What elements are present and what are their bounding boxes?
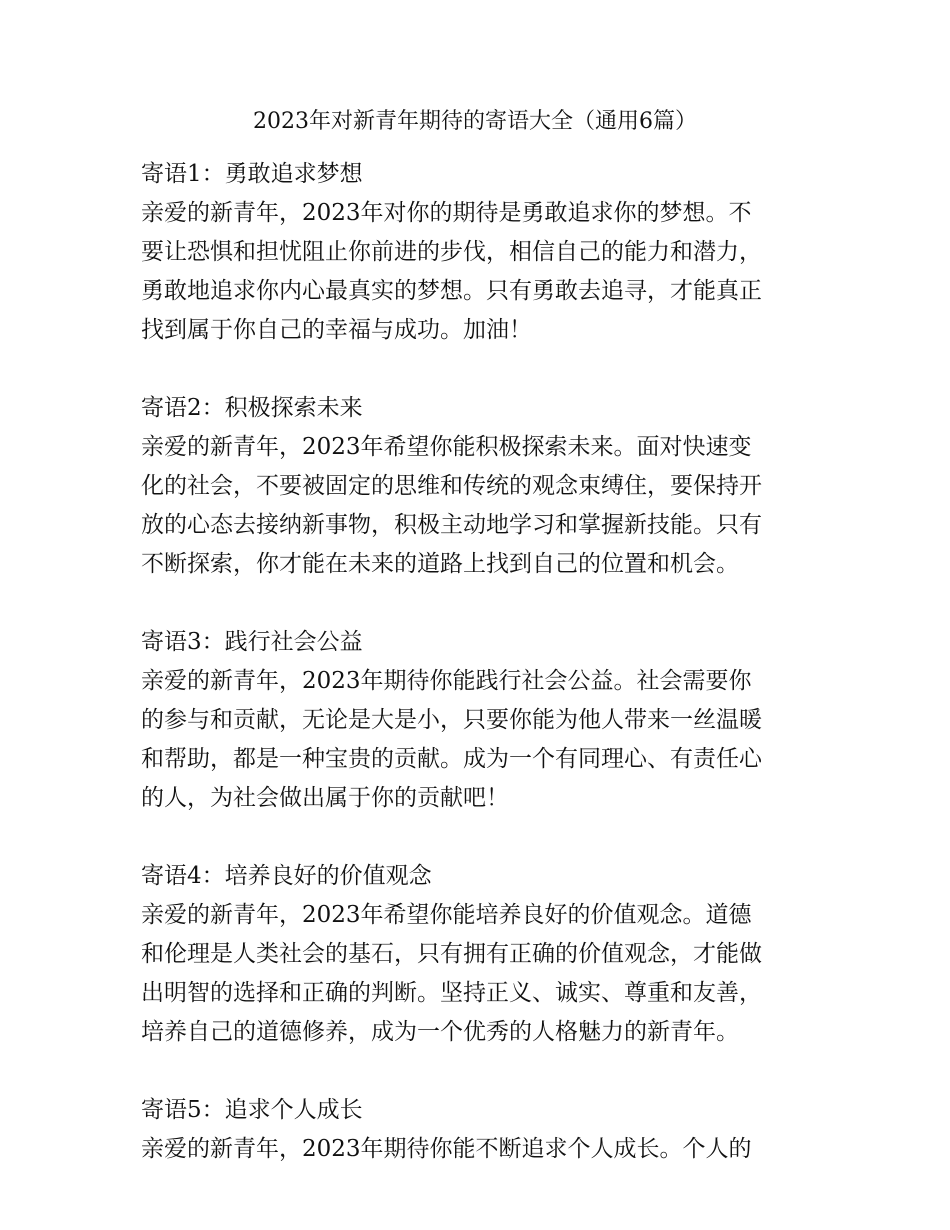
paragraph-line: 不断探索，你才能在未来的道路上找到自己的位置和机会。 (141, 551, 739, 577)
section-paragraph (141, 1130, 813, 1169)
section-heading: 寄语3：践行社会公益 (141, 629, 363, 655)
paragraph-line: 出明智的选择和正确的判断。坚持正义、诚实、尊重和友善， (141, 980, 762, 1006)
section-3 (141, 623, 813, 818)
section-4 (141, 857, 813, 1052)
section-1 (141, 155, 813, 350)
paragraph-line: 化的社会，不要被固定的思维和传统的观念束缚住，要保持开 (141, 473, 762, 499)
paragraph-line: 的人，为社会做出属于你的贡献吧！ (141, 785, 509, 811)
paragraph-line: 放的心态去接纳新事物，积极主动地学习和掌握新技能。只有 (141, 512, 762, 538)
document-body (141, 155, 813, 1169)
section-paragraph (141, 896, 813, 1052)
paragraph-line: 亲爱的新青年，2023年希望你能培养良好的价值观念。道德 (141, 902, 752, 928)
section-heading: 寄语1：勇敢追求梦想 (141, 161, 363, 187)
section-heading: 寄语5：追求个人成长 (141, 1097, 363, 1123)
section-paragraph (141, 662, 813, 818)
section-2 (141, 389, 813, 584)
paragraph-line: 亲爱的新青年，2023年期待你能践行社会公益。社会需要你 (141, 668, 752, 694)
document-title: 2023年对新青年期待的寄语大全（通用6篇） (253, 109, 697, 134)
section-heading: 寄语4：培养良好的价值观念 (141, 863, 432, 889)
paragraph-line: 亲爱的新青年，2023年期待你能不断追求个人成长。个人的 (141, 1136, 752, 1162)
paragraph-line: 找到属于你自己的幸福与成功。加油！ (141, 317, 532, 343)
paragraph-line: 的参与和贡献，无论是大是小，只要你能为他人带来一丝温暖 (141, 707, 762, 733)
section-heading: 寄语2：积极探索未来 (141, 395, 363, 421)
paragraph-line: 要让恐惧和担忧阻止你前进的步伐，相信自己的能力和潜力， (141, 239, 762, 265)
paragraph-line: 培养自己的道德修养，成为一个优秀的人格魅力的新青年。 (141, 1019, 739, 1045)
paragraph-line: 亲爱的新青年，2023年希望你能积极探索未来。面对快速变 (141, 434, 752, 460)
paragraph-line: 勇敢地追求你内心最真实的梦想。只有勇敢去追寻，才能真正 (141, 278, 762, 304)
section-paragraph (141, 428, 813, 584)
paragraph-line: 和伦理是人类社会的基石，只有拥有正确的价值观念，才能做 (141, 941, 762, 967)
section-5 (141, 1091, 813, 1169)
paragraph-line: 亲爱的新青年，2023年对你的期待是勇敢追求你的梦想。不 (141, 200, 752, 226)
paragraph-line: 和帮助，都是一种宝贵的贡献。成为一个有同理心、有责任心 (141, 746, 762, 772)
section-paragraph (141, 194, 813, 350)
